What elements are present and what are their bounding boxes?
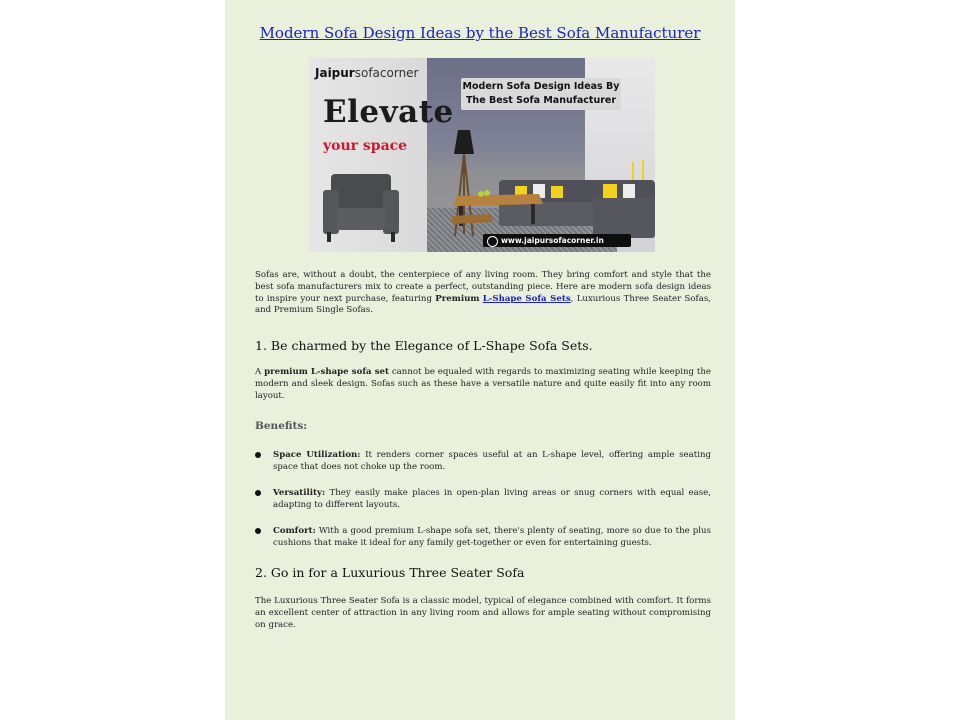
bullet-icon (255, 490, 261, 496)
hero-subheadline: your space (323, 138, 408, 154)
brand-logo-light: sofacorner (354, 66, 419, 80)
benefit-label: Versatility: (273, 488, 326, 498)
benefit-text: With a good premium L-shape sofa set, there's plenty of seating, more so due to the plus cushions that make it ideal for any family get-together or even for entertaining guests. (273, 526, 711, 548)
section1-rest: cannot be equaled with regards to maximizing seating while keeping the modern and sleek design. Sofas such as these have a versatile nature and quite easily fit into any room layout. (255, 367, 711, 401)
benefit-text: It renders corner spaces useful at an L-shape level, offering ample seating space that does not choke up the room. (273, 450, 711, 472)
l-shape-sofa-sets-link[interactable]: L-Shape Sofa Sets (482, 293, 571, 304)
benefit-item-versatility (255, 487, 711, 511)
bullet-icon (255, 452, 261, 458)
hero-headline: Elevate (323, 94, 454, 130)
hero-badge-line2: The Best Sofa Manufacturer (465, 95, 617, 106)
bullet-icon (255, 528, 261, 534)
globe-icon (487, 236, 498, 247)
benefit-text: They easily make places in open-plan living areas or snug corners with equal ease, adapting to different layouts. (273, 488, 711, 510)
armchair-illustration (321, 168, 407, 244)
brand-logo-bold: Jaipur (315, 66, 355, 80)
section2-paragraph: The Luxurious Three Seater Sofa is a classic model, typical of elegance combined with comfort. It forms an excellent center of attraction in any living room and allows for ample seating without compromising on grace. (255, 596, 711, 630)
section2-heading: 2. Go in for a Luxurious Three Seater Sofa (255, 565, 525, 580)
brand-logo (315, 66, 419, 80)
document-page (225, 0, 735, 720)
section1-heading: 1. Be charmed by the Elegance of L-Shape Sofa Sets. (255, 338, 593, 353)
intro-text-before: Sofas are, without a doubt, the centerpiece of any living room. They bring comfort and style that the best sofa manufacturers mix to create a perfect, outstanding piece. Here are modern sofa design ideas to inspire your next purchase, featuring (255, 270, 711, 304)
benefit-item-space-utilization (255, 449, 711, 473)
hero-badge-line1: Modern Sofa Design Ideas By (462, 81, 620, 92)
section1-paragraph (255, 367, 711, 402)
benefit-label: Space Utilization: (273, 450, 361, 460)
section1-prefix: A (255, 367, 265, 377)
benefit-item-comfort (255, 525, 711, 549)
benefits-label: Benefits: (255, 420, 308, 432)
document-title-link[interactable]: Modern Sofa Design Ideas by the Best Sofa Manufacturer (259, 24, 701, 42)
coffee-table-illustration (451, 188, 543, 228)
section1-bold: premium L-shape sofa set (264, 367, 389, 377)
benefit-label: Comfort: (273, 526, 316, 536)
intro-bold-word: Premium (435, 293, 480, 304)
intro-paragraph (255, 270, 711, 317)
intro-text-after: , Luxurious Three Seater Sofas, and Premium Single Sofas. (255, 293, 711, 316)
hero-banner-image (309, 58, 655, 252)
hero-badge (461, 78, 621, 110)
website-url-badge: www.jaipursofacorner.in (483, 234, 631, 247)
